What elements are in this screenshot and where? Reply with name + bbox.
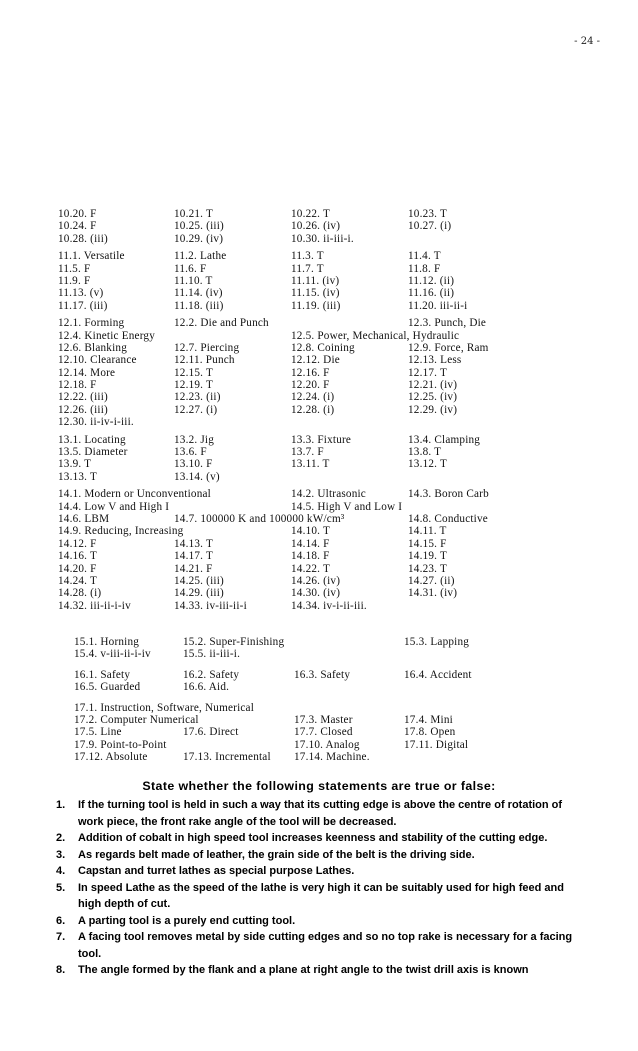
answer-row [74, 636, 514, 648]
answer-cell: 10.29. (iv) [174, 232, 224, 245]
true-false-heading: State whether the following statements are true or false: [142, 779, 496, 793]
answer-row [74, 681, 514, 693]
answer-cell: 10.25. (iii) [174, 220, 224, 233]
answer-cell: 14.6. LBM [58, 512, 110, 525]
answer-cell: 17.4. Mini [404, 713, 453, 726]
answer-cell: 16.5. Guarded [74, 681, 141, 694]
answer-cell: 17.11. Digital [404, 738, 469, 751]
answer-cell: 11.14. (iv) [174, 287, 223, 300]
answer-cell: 17.1. Instruction, Software, Numerical [74, 701, 255, 714]
answer-cell: 11.2. Lathe [174, 250, 227, 263]
answer-cell: 15.3. Lapping [404, 636, 470, 648]
answer-cell: 12.1. Forming [58, 317, 125, 330]
answer-cell: 10.21. T [174, 208, 213, 220]
answer-row [58, 587, 518, 599]
answer-cell: 11.15. (iv) [291, 287, 340, 300]
answer-cell: 12.4. Kinetic Energy [58, 329, 156, 342]
answer-cell: 13.14. (v) [174, 470, 220, 483]
answer-cell: 14.27. (ii) [408, 574, 455, 587]
answer-cell: 14.5. High V and Low I [291, 500, 403, 513]
answer-group [74, 702, 514, 764]
answer-cell: 14.29. (iii) [174, 587, 224, 600]
answer-cell: 14.9. Reducing, Increasing [58, 525, 184, 538]
answer-cell: 17.13. Incremental [183, 751, 271, 764]
answer-row [58, 446, 518, 458]
question-text: Addition of cobalt in high speed tool increases keenness and stability of the cutting edge. [78, 832, 548, 844]
question-number: 4. [56, 865, 66, 877]
answer-cell: 12.10. Clearance [58, 354, 137, 367]
answer-cell: 12.29. (iv) [408, 403, 458, 416]
answer-row [58, 501, 518, 513]
answer-row [58, 379, 518, 391]
answer-cell: 15.5. ii-iii-i. [183, 648, 241, 661]
answer-row [74, 669, 514, 681]
answer-cell: 12.21. (iv) [408, 379, 458, 392]
answer-cell: 14.4. Low V and High I [58, 500, 170, 513]
answer-cell: 14.28. (i) [58, 587, 102, 600]
answer-row [58, 458, 518, 470]
answer-cell: 10.30. ii-iii-i. [291, 232, 354, 245]
answer-cell: 12.5. Power, Mechanical, Hydraulic [291, 329, 460, 342]
answer-row [74, 648, 514, 660]
answer-cell: 16.2. Safety [183, 668, 240, 681]
answer-cell: 13.9. T [58, 458, 92, 471]
answer-cell: 11.11. (iv) [291, 274, 340, 287]
answer-row [58, 550, 518, 562]
answer-cell: 13.11. T [291, 458, 330, 471]
answer-cell: 11.12. (ii) [408, 274, 455, 287]
true-false-question [56, 863, 580, 880]
answer-cell: 12.24. (i) [291, 391, 335, 404]
answer-cell: 17.12. Absolute [74, 751, 148, 764]
answer-group [58, 317, 518, 429]
answer-cell: 12.27. (i) [174, 403, 218, 416]
answer-cell: 12.2. Die and Punch [174, 317, 269, 330]
answer-group [58, 434, 518, 484]
answer-cell: 14.2. Ultrasonic [291, 488, 366, 501]
answer-cell: 14.31. (iv) [408, 587, 458, 600]
answer-cell: 14.16. T [58, 550, 97, 563]
answer-row [58, 287, 518, 299]
answer-row [58, 563, 518, 575]
answer-row [58, 208, 518, 220]
answer-group [58, 208, 518, 245]
answer-cell: 11.7. T [291, 262, 324, 275]
answer-group [58, 488, 518, 612]
answer-cell: 12.15. T [174, 366, 213, 379]
answer-row [58, 600, 518, 612]
question-text: Capstan and turret lathes as special purpose Lathes. [78, 865, 355, 877]
question-text: A parting tool is a purely end cutting tool. [78, 914, 296, 927]
answer-cell: 14.3. Boron Carb [408, 488, 489, 501]
answer-cell: 14.22. T [291, 562, 330, 575]
answer-row [58, 300, 518, 312]
answer-cell: 17.14. Machine. [294, 751, 370, 764]
answer-cell: 14.12. F [58, 537, 97, 550]
answer-cell: 12.25. (iv) [408, 391, 458, 404]
answer-row [58, 317, 518, 329]
question-number: 8. [56, 964, 66, 976]
answer-cell: 16.6. Aid. [183, 681, 230, 694]
answer-row [58, 250, 518, 262]
answer-row [58, 471, 518, 483]
true-false-question [56, 847, 580, 864]
answer-row [74, 714, 514, 726]
answer-cell: 14.34. iv-i-ii-iii. [291, 599, 367, 612]
answer-cell: 14.23. T [408, 562, 447, 575]
question-text: If the turning tool is held in such a way that its cutting edge is above the centre of rotation of work piece, the front rake angle of the tool will be decreased. [78, 799, 563, 828]
question-text: In speed Lathe as the speed of the lathe is very high it can be suitably used for high feed and high depth of cut. [78, 881, 564, 910]
answer-cell: 13.10. F [174, 458, 213, 471]
answer-cell: 10.23. T [408, 208, 447, 220]
answer-row [58, 391, 518, 403]
answer-cell: 11.1. Versatile [58, 250, 125, 263]
answer-cell: 10.26. (iv) [291, 220, 341, 233]
answer-cell: 14.13. T [174, 537, 213, 550]
answer-cell: 11.18. (iii) [174, 299, 224, 312]
answer-cell: 15.2. Super-Finishing [183, 636, 285, 648]
answer-cell: 11.10. T [174, 274, 213, 287]
question-number: 3. [56, 848, 66, 861]
answer-cell: 14.21. F [174, 562, 213, 575]
answer-cell: 11.20. iii-ii-i [408, 299, 468, 312]
answer-row [58, 354, 518, 366]
answer-cell: 13.5. Diameter [58, 446, 128, 459]
answer-cell: 12.13. Less [408, 354, 462, 367]
answer-cell: 17.3. Master [294, 713, 353, 726]
answer-cell: 14.1. Modern or Unconventional [58, 488, 211, 501]
answer-cell: 16.3. Safety [294, 668, 351, 681]
answer-cell: 12.23. (ii) [174, 391, 221, 404]
answer-cell: 14.30. (iv) [291, 587, 341, 600]
answer-row [58, 263, 518, 275]
answer-cell: 13.3. Fixture [291, 433, 352, 446]
answer-cell: 12.18. F [58, 379, 97, 392]
true-false-question-list [56, 797, 580, 979]
answer-row [58, 513, 518, 525]
question-text: The angle formed by the flank and a plane at right angle to the twist drill axis is known [78, 964, 529, 976]
answer-cell: 14.11. T [408, 525, 447, 538]
answer-cell: 11.4. T [408, 250, 441, 263]
answer-key-section-1 [58, 208, 518, 617]
answer-cell: 15.4. v-iii-ii-i-iv [74, 648, 151, 661]
true-false-question [56, 880, 580, 913]
answer-cell: 12.3. Punch, Die [408, 317, 487, 330]
answer-cell: 11.19. (iii) [291, 299, 341, 312]
answer-row [58, 220, 518, 232]
answer-group [74, 669, 514, 694]
answer-cell: 17.8. Open [404, 726, 456, 739]
answer-cell: 13.2. Jig [174, 433, 215, 446]
answer-cell: 12.22. (iii) [58, 391, 108, 404]
true-false-question [56, 830, 580, 847]
answer-cell: 14.17. T [174, 550, 213, 563]
answer-cell: 14.24. T [58, 574, 97, 587]
answer-cell: 12.8. Coining [291, 341, 355, 354]
answer-key-section-2 [74, 636, 514, 772]
true-false-question [56, 962, 580, 979]
answer-cell: 12.12. Die [291, 354, 340, 367]
answer-row [58, 342, 518, 354]
answer-cell: 10.22. T [291, 208, 330, 220]
question-number: 5. [56, 881, 66, 894]
answer-cell: 14.19. T [408, 550, 447, 563]
answer-cell: 14.8. Conductive [408, 512, 488, 525]
answer-row [74, 739, 514, 751]
answer-row [74, 702, 514, 714]
answer-cell: 14.15. F [408, 537, 447, 550]
answer-row [58, 404, 518, 416]
answer-cell: 11.9. F [58, 274, 91, 287]
answer-row [58, 275, 518, 287]
answer-cell: 11.6. F [174, 262, 207, 275]
answer-cell: 12.17. T [408, 366, 447, 379]
answer-cell: 13.13. T [58, 470, 97, 483]
answer-cell: 17.2. Computer Numerical [74, 713, 199, 726]
answer-cell: 16.1. Safety [74, 668, 131, 681]
answer-row [58, 367, 518, 379]
true-false-question [56, 797, 580, 830]
answer-cell: 12.28. (i) [291, 403, 335, 416]
answer-cell: 11.3. T [291, 250, 324, 263]
true-false-question [56, 929, 580, 962]
answer-group [74, 636, 514, 661]
answer-row [74, 751, 514, 763]
answer-cell: 13.4. Clamping [408, 433, 481, 446]
answer-row [58, 488, 518, 500]
answer-cell: 10.27. (i) [408, 220, 452, 233]
answer-cell: 11.16. (ii) [408, 287, 455, 300]
answer-cell: 17.5. Line [74, 726, 122, 739]
answer-row [58, 525, 518, 537]
answer-row [58, 434, 518, 446]
answer-cell: 14.32. iii-ii-i-iv [58, 599, 131, 612]
answer-cell: 13.8. T [408, 446, 442, 459]
answer-cell: 14.10. T [291, 525, 330, 538]
answer-cell: 12.30. ii-iv-i-iii. [58, 416, 134, 429]
answer-cell: 11.8. F [408, 262, 441, 275]
answer-cell: 17.9. Point-to-Point [74, 738, 167, 751]
answer-cell: 14.25. (iii) [174, 574, 224, 587]
true-false-question [56, 913, 580, 930]
answer-cell: 13.6. F [174, 446, 207, 459]
answer-cell: 16.4. Accident [404, 668, 472, 681]
question-number: 7. [56, 931, 66, 943]
answer-cell: 14.20. F [58, 562, 97, 575]
answer-row [58, 330, 518, 342]
answer-cell: 11.17. (iii) [58, 299, 108, 312]
answer-cell: 12.7. Piercing [174, 341, 240, 354]
question-number: 1. [56, 799, 66, 811]
answer-cell: 13.12. T [408, 458, 447, 471]
answer-cell: 11.5. F [58, 262, 91, 275]
answer-cell: 11.13. (v) [58, 287, 104, 300]
answer-cell: 12.26. (iii) [58, 403, 108, 416]
answer-cell: 17.6. Direct [183, 726, 239, 739]
answer-cell: 12.16. F [291, 366, 330, 379]
answer-cell: 12.9. Force, Ram [408, 341, 489, 354]
answer-row [74, 726, 514, 738]
question-text: As regards belt made of leather, the grain side of the belt is the driving side. [78, 848, 475, 861]
answer-group [58, 250, 518, 312]
question-text: A facing tool removes metal by side cutting edges and so no top rake is necessary for a facing tool. [78, 931, 573, 960]
answer-cell: 12.19. T [174, 379, 213, 392]
page-number: - 24 - [574, 36, 600, 47]
answer-cell: 12.14. More [58, 366, 116, 379]
answer-cell: 14.18. F [291, 550, 330, 563]
question-number: 6. [56, 914, 66, 927]
answer-row [58, 538, 518, 550]
answer-cell: 13.1. Locating [58, 433, 126, 446]
answer-row [58, 233, 518, 245]
answer-cell: 14.14. F [291, 537, 330, 550]
answer-cell: 12.6. Blanking [58, 341, 127, 354]
answer-cell: 17.7. Closed [294, 726, 353, 739]
answer-cell: 13.7. F [291, 446, 324, 459]
answer-cell: 14.33. iv-iii-ii-i [174, 599, 247, 612]
answer-cell: 12.20. F [291, 379, 330, 392]
answer-cell: 10.24. F [58, 220, 97, 233]
answer-cell: 10.20. F [58, 208, 97, 220]
answer-cell: 14.26. (iv) [291, 574, 341, 587]
answer-row [58, 575, 518, 587]
answer-cell: 15.1. Horning [74, 636, 140, 648]
question-number: 2. [56, 832, 66, 844]
answer-cell: 14.7. 100000 K and 100000 kW/cm³ [174, 512, 345, 525]
answer-cell: 17.10. Analog [294, 738, 360, 751]
answer-cell: 12.11. Punch [174, 354, 235, 367]
answer-row [58, 416, 518, 428]
answer-cell: 10.28. (iii) [58, 232, 108, 245]
